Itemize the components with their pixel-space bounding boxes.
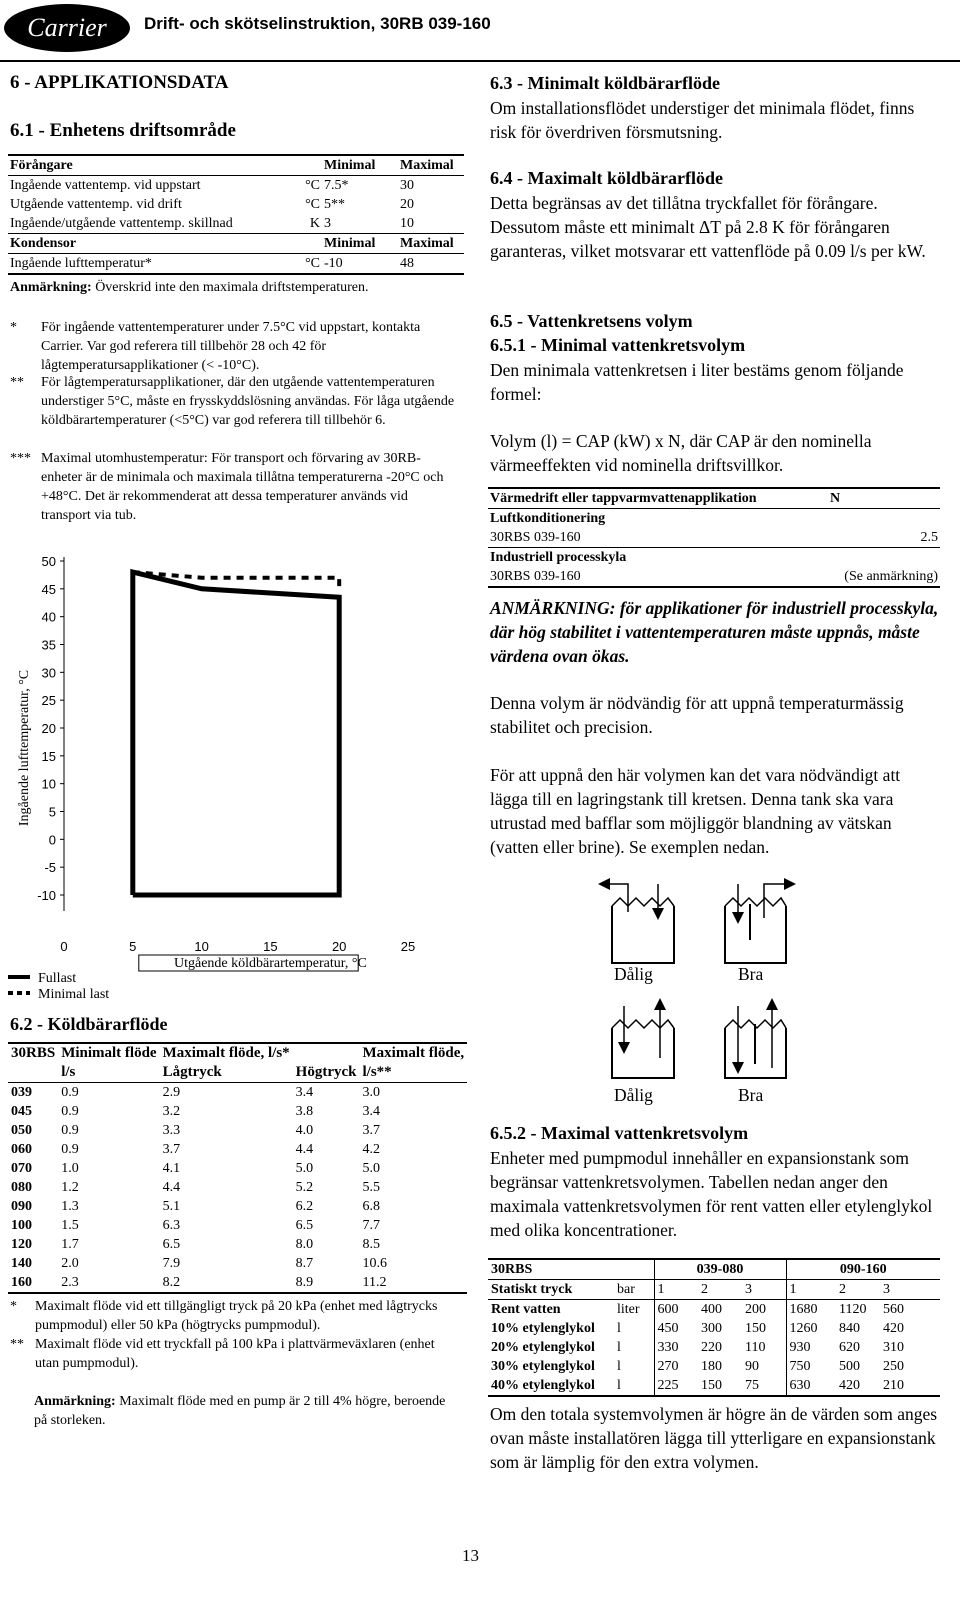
volume-cell: 1120 bbox=[839, 1302, 867, 1317]
y-tick-label: 40 bbox=[41, 609, 56, 625]
n-table-cell: 2.5 bbox=[920, 530, 938, 545]
flow-cell: 10.6 bbox=[362, 1256, 387, 1271]
n-table-cell bbox=[828, 548, 940, 568]
limits-cell: 20 bbox=[400, 197, 414, 212]
flow-header-cell bbox=[293, 1043, 360, 1063]
limits-cell: °C bbox=[305, 178, 320, 193]
footnote-mark: *** bbox=[10, 451, 31, 466]
limits-cell: Förångare bbox=[8, 155, 284, 176]
flow-row bbox=[8, 1216, 467, 1235]
paragraph-tank: För att uppnå den här volymen kan det vara nödvändigt att lägga till en lagringstank till kretsen. Denna tank ska vara utrustad med bafflar som möjliggör blandning av vätskan (vatten eller brine). Se exemplen nedan. bbox=[490, 765, 901, 857]
flow-cell: 090 bbox=[11, 1199, 32, 1214]
section-6-3-title: 6.3 - Minimalt köldbärarflöde bbox=[490, 73, 720, 93]
flow-cell: 1.3 bbox=[61, 1199, 79, 1214]
volume-cell: 3 bbox=[880, 1280, 940, 1300]
x-tick-label: 0 bbox=[60, 939, 68, 954]
y-tick-label: 0 bbox=[48, 832, 56, 848]
flow-cell: 5.2 bbox=[295, 1180, 314, 1195]
volume-cell: 1 bbox=[786, 1280, 836, 1300]
n-table-row bbox=[488, 488, 940, 509]
flow-footnote-2 bbox=[10, 1335, 460, 1373]
volume-row bbox=[488, 1376, 940, 1396]
flow-row bbox=[8, 1254, 467, 1273]
note-text: Överskrid inte den maximala driftstemperaturen. bbox=[91, 280, 369, 295]
volume-row bbox=[488, 1300, 940, 1320]
volume-cell: 30% etylenglykol bbox=[491, 1359, 595, 1374]
volume-cell: l bbox=[617, 1321, 621, 1336]
diagram-label-good-1: Bra bbox=[738, 964, 764, 984]
limits-cell: Maximal bbox=[398, 155, 464, 176]
flow-cell: 4.4 bbox=[162, 1180, 181, 1195]
flow-cell: 4.2 bbox=[362, 1142, 380, 1157]
tank-diagram-bad-2 bbox=[612, 1004, 674, 1078]
volume-cell: l bbox=[617, 1359, 621, 1374]
flow-cell: 0.9 bbox=[61, 1142, 79, 1157]
flow-cell: 140 bbox=[11, 1256, 32, 1271]
n-table-row bbox=[488, 567, 940, 587]
y-axis-label: Ingående lufttemperatur, °C bbox=[17, 669, 32, 827]
flow-header-cell: Maximalt flöde, l/s* bbox=[160, 1043, 293, 1063]
tank-baffle-diagrams bbox=[590, 878, 850, 1108]
flow-cell: 5.0 bbox=[362, 1161, 380, 1176]
limits-row bbox=[8, 176, 464, 196]
flow-note bbox=[34, 1392, 454, 1430]
flow-cell: 3.3 bbox=[162, 1123, 181, 1138]
limits-cell: 10 bbox=[400, 216, 414, 231]
volume-header-cell: 039-080 bbox=[654, 1259, 786, 1280]
flow-header-cell: Minimalt flöde bbox=[58, 1043, 159, 1063]
flow-header-cell: Lågtryck bbox=[160, 1063, 293, 1083]
footnote-text: För ingående vattentemperaturer under 7.5°C vid uppstart, kontakta Carrier. Var god referera till tillbehör 28 och 42 för lågtemperatursapplikationer (< -10°C). bbox=[41, 320, 421, 373]
volume-row bbox=[488, 1319, 940, 1338]
flow-cell: 8.2 bbox=[160, 1273, 293, 1293]
flow-cell: 3.7 bbox=[362, 1123, 380, 1138]
volume-cell: l bbox=[617, 1340, 621, 1355]
flow-cell: 070 bbox=[11, 1161, 32, 1176]
footnote-mark: ** bbox=[10, 375, 24, 390]
flow-header-row bbox=[8, 1063, 467, 1083]
flow-table bbox=[8, 1042, 467, 1294]
limits-cell: Utgående vattentemp. vid drift bbox=[10, 197, 182, 212]
volume-row bbox=[488, 1357, 940, 1376]
flow-cell: 100 bbox=[11, 1218, 32, 1233]
flow-cell: 3.7 bbox=[162, 1142, 181, 1157]
volume-row bbox=[488, 1338, 940, 1357]
flow-cell: 4.1 bbox=[162, 1161, 181, 1176]
limits-cell: Minimal bbox=[322, 234, 398, 254]
diagram-label-bad-2: Dålig bbox=[614, 1085, 653, 1105]
volume-header-cell bbox=[614, 1259, 654, 1280]
volume-cell: 600 bbox=[654, 1300, 698, 1320]
volume-cell: 750 bbox=[786, 1357, 836, 1376]
industrial-remark: ANMÄRKNING: för applikationer för industriell processkyla, där hög stabilitet i vattentemperaturen måste uppnås, måste värdena ovan ökas. bbox=[490, 598, 939, 666]
n-table-cell: N bbox=[828, 488, 940, 509]
volume-cell: 75 bbox=[742, 1376, 786, 1396]
section-6-title: 6 - APPLIKATIONSDATA bbox=[10, 72, 229, 93]
volume-cell: 180 bbox=[701, 1359, 722, 1374]
volume-cell: 840 bbox=[839, 1321, 860, 1336]
footnote-text: För lågtemperatursapplikationer, där den utgående vattentemperaturen understiger 5°C, måste en frysskyddslösning användas. För låga utgående köldbärartemperaturer (<5°C) var god referera till tillbehör 6. bbox=[41, 375, 455, 428]
volume-cell: 10% etylenglykol bbox=[491, 1321, 595, 1336]
flow-cell: 4.4 bbox=[295, 1142, 314, 1157]
flow-row bbox=[8, 1159, 467, 1178]
n-table-cell: Luftkonditionering bbox=[490, 511, 606, 526]
limits-cell: °C bbox=[284, 254, 322, 275]
limits-cell: 30 bbox=[400, 178, 414, 193]
flow-header-cell: Maximalt flöde, bbox=[360, 1043, 468, 1063]
volume-header-cell: 090-160 bbox=[786, 1259, 940, 1280]
flow-row bbox=[8, 1178, 467, 1197]
volume-cell: 3 bbox=[742, 1280, 786, 1300]
section-6-2-title: 6.2 - Köldbärarflöde bbox=[10, 1014, 168, 1034]
flow-cell: 4.0 bbox=[295, 1123, 314, 1138]
flow-cell: 080 bbox=[11, 1180, 32, 1195]
flow-cell: 3.4 bbox=[295, 1085, 314, 1100]
volume-cell: 40% etylenglykol bbox=[488, 1376, 614, 1396]
x-tick-label: 20 bbox=[331, 939, 347, 954]
n-table-cell: 30RBS 039-160 bbox=[488, 567, 828, 587]
section-6-4-title: 6.4 - Maximalt köldbärarflöde bbox=[490, 168, 723, 188]
volume-cell: 225 bbox=[654, 1376, 698, 1396]
volume-cell: 270 bbox=[654, 1357, 698, 1376]
y-tick-label: 30 bbox=[41, 665, 56, 681]
volume-cell: 200 bbox=[745, 1302, 766, 1317]
flow-row bbox=[8, 1083, 467, 1103]
logo-text: Carrier bbox=[27, 13, 107, 42]
flow-row bbox=[8, 1273, 467, 1293]
limits-row bbox=[8, 195, 464, 214]
page-number: 13 bbox=[462, 1546, 479, 1565]
section-6-5-2-text: Enheter med pumpmodul innehåller en expansionstank som begränsar vattenkretsvolymen. Tabellen nedan anger den maximala vattenkretsvolymen för rent vatten eller etylenglykol med olika koncentrationer. bbox=[490, 1148, 933, 1240]
note-label: Anmärkning: bbox=[34, 1394, 116, 1409]
x-tick-label: 10 bbox=[194, 939, 209, 954]
volume-cell: 560 bbox=[883, 1302, 904, 1317]
volume-cell: 1680 bbox=[786, 1300, 836, 1320]
footnote-2 bbox=[10, 373, 460, 430]
y-tick-label: -10 bbox=[37, 888, 56, 903]
volume-cell: Rent vatten bbox=[491, 1302, 561, 1317]
flow-cell: 6.3 bbox=[162, 1218, 181, 1233]
document-title: Drift- och skötselinstruktion, 30RB 039-160 bbox=[144, 14, 491, 33]
volume-cell: 450 bbox=[654, 1319, 698, 1338]
limits-cell: K bbox=[309, 216, 320, 231]
footnote-text: Maximalt flöde vid ett tillgängligt tryck på 20 kPa (enhet med lågtrycks pumpmodul) eller 50 kPa (högtrycks pumpmodul). bbox=[35, 1299, 438, 1333]
y-tick-label: 10 bbox=[41, 776, 56, 792]
footnote-3 bbox=[10, 449, 460, 525]
x-tick-label: 5 bbox=[129, 939, 137, 954]
diagram-label-bad-1: Dålig bbox=[614, 964, 653, 984]
volume-cell: 420 bbox=[883, 1321, 904, 1336]
n-factor-table bbox=[488, 487, 940, 588]
volume-cell: 110 bbox=[745, 1340, 766, 1355]
volume-cell: 300 bbox=[701, 1321, 722, 1336]
legend-label: Minimal last bbox=[38, 987, 110, 1002]
volume-header-row bbox=[488, 1259, 940, 1280]
flow-row bbox=[8, 1235, 467, 1254]
n-table-cell: (Se anmärkning) bbox=[828, 567, 940, 587]
limits-note bbox=[10, 278, 368, 297]
volume-header-cell: 30RBS bbox=[488, 1259, 614, 1280]
flow-footnote-1 bbox=[10, 1297, 460, 1335]
n-table-cell bbox=[828, 509, 940, 529]
limits-cell: 7.5* bbox=[324, 178, 349, 193]
limits-cell: °C bbox=[305, 197, 320, 212]
limits-row bbox=[8, 234, 464, 254]
flow-cell: 7.7 bbox=[362, 1218, 380, 1233]
flow-cell: 8.9 bbox=[293, 1273, 360, 1293]
flow-row bbox=[8, 1140, 467, 1159]
n-table-cell: Värmedrift eller tappvarmvattenapplikation bbox=[488, 488, 828, 509]
y-tick-label: -5 bbox=[44, 860, 56, 876]
operating-range-chart bbox=[8, 545, 468, 1005]
diagram-label-good-2: Bra bbox=[738, 1085, 764, 1105]
legend-label: Fullast bbox=[38, 971, 77, 986]
volume-cell: 20% etylenglykol bbox=[491, 1340, 595, 1355]
flow-cell: 039 bbox=[11, 1085, 32, 1100]
n-table-cell: Industriell processkyla bbox=[488, 548, 828, 568]
n-table-cell: 30RBS 039-160 bbox=[490, 530, 581, 545]
limits-cell: 48 bbox=[398, 254, 464, 275]
volume-cell: 250 bbox=[883, 1359, 904, 1374]
flow-row bbox=[8, 1121, 467, 1140]
flow-row bbox=[8, 1102, 467, 1121]
note-label: Anmärkning: bbox=[10, 280, 92, 295]
volume-cell: 150 bbox=[698, 1376, 742, 1396]
tank-diagram-good-1 bbox=[725, 884, 790, 963]
volume-cell: l bbox=[614, 1376, 654, 1396]
volume-cell: 620 bbox=[839, 1340, 860, 1355]
section-6-5-title: 6.5 - Vattenkretsens volym bbox=[490, 311, 693, 331]
volume-cell: liter bbox=[617, 1302, 640, 1317]
y-tick-label: 5 bbox=[48, 804, 56, 820]
flow-row bbox=[8, 1197, 467, 1216]
footnote-text: Maximal utomhustemperatur: För transport och förvaring av 30RB-enheter är de minimala och maximala tillåtna temperaturerna -20°C och +48°C. Det är rekommenderat att dessa temperaturer används vid transport via tub. bbox=[41, 451, 444, 523]
flow-cell: 2.0 bbox=[61, 1256, 79, 1271]
flow-cell: 1.7 bbox=[61, 1237, 79, 1252]
x-tick-label: 25 bbox=[400, 939, 416, 954]
flow-cell: 8.0 bbox=[295, 1237, 314, 1252]
paragraph-stability: Denna volym är nödvändig för att uppnå temperaturmässig stabilitet och precision. bbox=[490, 693, 904, 737]
volume-cell: bar bbox=[614, 1280, 654, 1300]
volume-cell: 930 bbox=[786, 1338, 836, 1357]
flow-cell: 2.3 bbox=[58, 1273, 159, 1293]
flow-cell: 1.5 bbox=[61, 1218, 79, 1233]
section-6-5-1-title: 6.5.1 - Minimal vattenkretsvolym bbox=[490, 335, 746, 355]
y-tick-label: 45 bbox=[41, 581, 56, 597]
volume-cell: 2 bbox=[836, 1280, 880, 1300]
limits-cell: 3 bbox=[324, 216, 331, 231]
y-tick-label: 25 bbox=[41, 693, 56, 709]
flow-cell: 0.9 bbox=[61, 1085, 79, 1100]
final-paragraph: Om den totala systemvolymen är högre än de värden som anges ovan måste installatören lägga till ytterligare en expansionstank som är lämplig för den extra volymen. bbox=[490, 1404, 938, 1472]
footnote-1 bbox=[10, 318, 460, 375]
y-tick-label: 20 bbox=[41, 721, 56, 736]
footnote-mark: * bbox=[10, 1299, 17, 1314]
header-rule bbox=[0, 60, 960, 62]
flow-cell: 3.8 bbox=[295, 1104, 314, 1119]
n-table-row bbox=[488, 528, 940, 548]
y-tick-label: 15 bbox=[41, 748, 56, 764]
limits-cell: Ingående vattentemp. vid uppstart bbox=[10, 178, 201, 193]
limits-cell: Maximal bbox=[398, 234, 464, 254]
flow-cell: 3.0 bbox=[362, 1085, 380, 1100]
flow-cell: 3.4 bbox=[362, 1104, 380, 1119]
footnote-text: Maximalt flöde vid ett tryckfall på 100 kPa i plattvärmeväxlaren (enhet utan pumpmodul). bbox=[35, 1337, 435, 1371]
flow-cell: 050 bbox=[11, 1123, 32, 1138]
flow-cell: 6.8 bbox=[362, 1199, 380, 1214]
flow-cell: 5.0 bbox=[295, 1161, 314, 1176]
flow-cell: 7.9 bbox=[162, 1256, 181, 1271]
volume-cell: 310 bbox=[883, 1340, 904, 1355]
flow-cell: 8.7 bbox=[295, 1256, 314, 1271]
flow-header-cell: l/s** bbox=[360, 1063, 468, 1083]
limits-row bbox=[8, 214, 464, 234]
limits-row bbox=[8, 155, 464, 176]
flow-cell: 6.5 bbox=[162, 1237, 181, 1252]
x-axis-label: Utgående köldbärartemperatur, °C bbox=[174, 956, 367, 971]
volume-cell: 630 bbox=[786, 1376, 836, 1396]
flow-cell: 6.5 bbox=[295, 1218, 314, 1233]
flow-header-row bbox=[8, 1043, 467, 1063]
volume-cell: 2 bbox=[698, 1280, 742, 1300]
limits-cell: 5** bbox=[324, 197, 345, 212]
flow-cell: 6.2 bbox=[295, 1199, 314, 1214]
volume-cell: 150 bbox=[745, 1321, 766, 1336]
flow-cell: 11.2 bbox=[360, 1273, 468, 1293]
limits-cell: Ingående/utgående vattentemp. skillnad bbox=[10, 216, 233, 231]
limits-cell bbox=[284, 155, 322, 176]
note-text: Maximalt flöde med en pump är 2 till 4% högre, beroende på storleken. bbox=[34, 1394, 446, 1428]
max-volume-table bbox=[488, 1258, 940, 1397]
section-6-5-1-text: Den minimala vattenkretsen i liter bestäms genom följande formel: bbox=[490, 360, 904, 404]
limits-cell: Kondensor bbox=[8, 234, 284, 254]
tank-diagram-bad-1 bbox=[604, 884, 674, 963]
flow-cell: 120 bbox=[11, 1237, 32, 1252]
volume-cell: 1 bbox=[654, 1280, 698, 1300]
series-full-load-line bbox=[133, 572, 339, 895]
flow-cell: 0.9 bbox=[61, 1104, 79, 1119]
footnote-mark: * bbox=[10, 320, 17, 335]
y-tick-label: 35 bbox=[41, 637, 56, 653]
operating-limits-table bbox=[8, 154, 464, 275]
volume-cell: 500 bbox=[839, 1359, 860, 1374]
flow-header-cell: 30RBS bbox=[8, 1043, 58, 1063]
flow-cell: 5.5 bbox=[362, 1180, 380, 1195]
flow-cell: 5.1 bbox=[162, 1199, 181, 1214]
flow-header-cell: Högtryck bbox=[293, 1063, 360, 1083]
flow-cell: 1.2 bbox=[61, 1180, 79, 1195]
flow-cell: 160 bbox=[8, 1273, 58, 1293]
volume-cell: 330 bbox=[654, 1338, 698, 1357]
limits-cell: Minimal bbox=[322, 155, 398, 176]
flow-cell: 8.5 bbox=[362, 1237, 380, 1252]
limits-cell: -10 bbox=[322, 254, 398, 275]
flow-cell: 0.9 bbox=[61, 1123, 79, 1138]
volume-cell: 420 bbox=[836, 1376, 880, 1396]
footnote-mark: ** bbox=[10, 1337, 24, 1352]
limits-row bbox=[8, 254, 464, 275]
y-tick-label: 50 bbox=[41, 554, 56, 569]
limits-cell: Ingående lufttemperatur* bbox=[8, 254, 284, 275]
volume-cell: 210 bbox=[880, 1376, 940, 1396]
section-6-1-title: 6.1 - Enhetens driftsområde bbox=[10, 120, 236, 141]
flow-cell: 1.0 bbox=[61, 1161, 79, 1176]
flow-header-cell: l/s bbox=[58, 1063, 159, 1083]
volume-cell: Statiskt tryck bbox=[488, 1280, 614, 1300]
volume-cell: 400 bbox=[701, 1302, 722, 1317]
section-6-5-2-title: 6.5.2 - Maximal vattenkretsvolym bbox=[490, 1123, 749, 1143]
section-6-3-text: Om installationsflödet understiger det minimala flödet, finns risk för överdriven försmutsning. bbox=[490, 98, 915, 142]
flow-cell: 045 bbox=[11, 1104, 32, 1119]
flow-cell: 2.9 bbox=[162, 1085, 181, 1100]
tank-diagram-good-2 bbox=[725, 1004, 786, 1078]
n-table-row bbox=[488, 509, 940, 529]
volume-row bbox=[488, 1280, 940, 1300]
limits-cell bbox=[284, 234, 322, 254]
flow-cell: 3.2 bbox=[162, 1104, 181, 1119]
flow-header-cell bbox=[8, 1063, 58, 1083]
carrier-logo bbox=[4, 4, 130, 52]
section-6-4-text: Detta begränsas av det tillåtna tryckfallet för förångare. Dessutom måste ett minimalt ΔT på 2.8 K för förångaren garanteras, vilket motsvarar ett vattenflöde på 0.09 l/s per kW. bbox=[490, 193, 926, 261]
flow-cell: 060 bbox=[11, 1142, 32, 1157]
x-tick-label: 15 bbox=[263, 939, 278, 954]
volume-cell: 220 bbox=[701, 1340, 722, 1355]
n-table-row bbox=[488, 548, 940, 568]
volume-formula: Volym (l) = CAP (kW) x N, där CAP är den nominella värmeeffekten vid nominella driftsvillkor. bbox=[490, 431, 872, 475]
volume-cell: 90 bbox=[745, 1359, 759, 1374]
volume-cell: 1260 bbox=[786, 1319, 836, 1338]
